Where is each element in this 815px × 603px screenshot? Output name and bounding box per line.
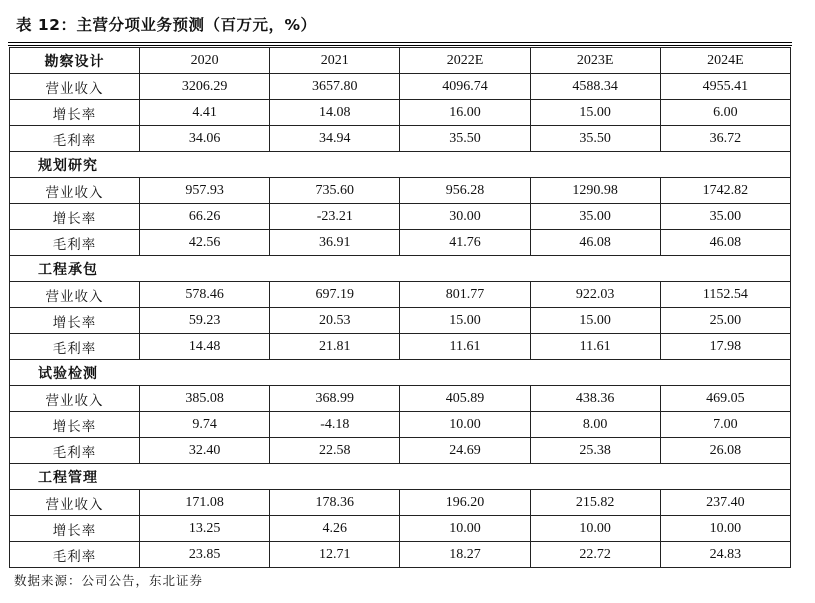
row-label: 毛利率 bbox=[10, 126, 140, 152]
table-cell: -23.21 bbox=[270, 204, 400, 230]
table-cell: 35.50 bbox=[530, 126, 660, 152]
table-cell: 35.50 bbox=[400, 126, 530, 152]
title-rule-secondary bbox=[8, 45, 792, 46]
header-row bbox=[10, 48, 791, 74]
table-cell: 4955.41 bbox=[660, 74, 790, 100]
table-cell: 6.00 bbox=[660, 100, 790, 126]
table-cell: 30.00 bbox=[400, 204, 530, 230]
table-cell: 11.61 bbox=[400, 334, 530, 360]
table-cell: 735.60 bbox=[270, 178, 400, 204]
table-cell: 14.48 bbox=[140, 334, 270, 360]
table-cell: 46.08 bbox=[660, 230, 790, 256]
table-cell: 178.36 bbox=[270, 490, 400, 516]
table-cell: 26.08 bbox=[660, 438, 790, 464]
table-row bbox=[10, 100, 791, 126]
table-row bbox=[10, 74, 791, 100]
header-year: 2021 bbox=[270, 48, 400, 74]
row-label: 营业收入 bbox=[10, 282, 140, 308]
table-cell: 10.00 bbox=[400, 516, 530, 542]
header-year: 2022E bbox=[400, 48, 530, 74]
table-row bbox=[10, 516, 791, 542]
header-year: 2024E bbox=[660, 48, 790, 74]
table-cell: 469.05 bbox=[660, 386, 790, 412]
table-cell: 957.93 bbox=[140, 178, 270, 204]
row-label: 营业收入 bbox=[10, 490, 140, 516]
table-cell: 697.19 bbox=[270, 282, 400, 308]
table-cell: 4096.74 bbox=[400, 74, 530, 100]
table-cell: 215.82 bbox=[530, 490, 660, 516]
table-cell: 438.36 bbox=[530, 386, 660, 412]
table-cell: 59.23 bbox=[140, 308, 270, 334]
table-row bbox=[10, 308, 791, 334]
table-cell: 24.69 bbox=[400, 438, 530, 464]
section-row bbox=[10, 152, 791, 178]
table-cell: 15.00 bbox=[400, 308, 530, 334]
section-title: 试验检测 bbox=[10, 360, 140, 386]
table-cell: 3206.29 bbox=[140, 74, 270, 100]
table-row bbox=[10, 178, 791, 204]
table-cell: 4.26 bbox=[270, 516, 400, 542]
table-cell: 22.58 bbox=[270, 438, 400, 464]
table-cell: 17.98 bbox=[660, 334, 790, 360]
table-cell: 14.08 bbox=[270, 100, 400, 126]
table-row bbox=[10, 412, 791, 438]
table-cell: 15.00 bbox=[530, 308, 660, 334]
header-year: 2023E bbox=[530, 48, 660, 74]
table-row bbox=[10, 126, 791, 152]
table-cell: 25.38 bbox=[530, 438, 660, 464]
section-spacer bbox=[140, 464, 791, 490]
row-label: 增长率 bbox=[10, 412, 140, 438]
table-cell: 1742.82 bbox=[660, 178, 790, 204]
table-row bbox=[10, 438, 791, 464]
section-row bbox=[10, 464, 791, 490]
row-label: 增长率 bbox=[10, 516, 140, 542]
table-cell: 10.00 bbox=[530, 516, 660, 542]
table-cell: 405.89 bbox=[400, 386, 530, 412]
table-row bbox=[10, 230, 791, 256]
table-row bbox=[10, 334, 791, 360]
table-cell: 35.00 bbox=[530, 204, 660, 230]
table-cell: 35.00 bbox=[660, 204, 790, 230]
table-cell: 36.72 bbox=[660, 126, 790, 152]
table-body bbox=[10, 74, 791, 568]
row-label: 营业收入 bbox=[10, 74, 140, 100]
table-cell: 11.61 bbox=[530, 334, 660, 360]
table-cell: 34.06 bbox=[140, 126, 270, 152]
table-cell: 36.91 bbox=[270, 230, 400, 256]
row-label: 营业收入 bbox=[10, 178, 140, 204]
section-row bbox=[10, 256, 791, 282]
table-cell: 922.03 bbox=[530, 282, 660, 308]
row-label: 毛利率 bbox=[10, 334, 140, 360]
table-cell: 7.00 bbox=[660, 412, 790, 438]
section-spacer bbox=[140, 152, 791, 178]
table-cell: 25.00 bbox=[660, 308, 790, 334]
section-spacer bbox=[140, 360, 791, 386]
forecast-table bbox=[9, 47, 791, 568]
table-cell: 578.46 bbox=[140, 282, 270, 308]
table-row bbox=[10, 490, 791, 516]
row-label: 增长率 bbox=[10, 308, 140, 334]
table-cell: 171.08 bbox=[140, 490, 270, 516]
title-rule bbox=[8, 42, 792, 43]
header-year: 2020 bbox=[140, 48, 270, 74]
table-cell: 23.85 bbox=[140, 542, 270, 568]
table-cell: 41.76 bbox=[400, 230, 530, 256]
row-label: 毛利率 bbox=[10, 230, 140, 256]
table-row bbox=[10, 386, 791, 412]
table-cell: 24.83 bbox=[660, 542, 790, 568]
table-cell: 237.40 bbox=[660, 490, 790, 516]
table-cell: 9.74 bbox=[140, 412, 270, 438]
table-cell: 1152.54 bbox=[660, 282, 790, 308]
table-cell: 8.00 bbox=[530, 412, 660, 438]
section-title: 工程承包 bbox=[10, 256, 140, 282]
table-cell: -4.18 bbox=[270, 412, 400, 438]
row-label: 毛利率 bbox=[10, 542, 140, 568]
row-label: 增长率 bbox=[10, 204, 140, 230]
header-corner: 勘察设计 bbox=[10, 48, 140, 74]
table-cell: 956.28 bbox=[400, 178, 530, 204]
table-cell: 4588.34 bbox=[530, 74, 660, 100]
table-cell: 32.40 bbox=[140, 438, 270, 464]
source-note: 数据来源：公司公告，东北证券 bbox=[14, 573, 204, 588]
table-cell: 20.53 bbox=[270, 308, 400, 334]
section-spacer bbox=[140, 256, 791, 282]
table-cell: 368.99 bbox=[270, 386, 400, 412]
table-row bbox=[10, 542, 791, 568]
table-cell: 42.56 bbox=[140, 230, 270, 256]
table-cell: 10.00 bbox=[660, 516, 790, 542]
table-cell: 4.41 bbox=[140, 100, 270, 126]
table-title: 表 12：主营分项业务预测（百万元，%） bbox=[16, 16, 317, 34]
table-cell: 66.26 bbox=[140, 204, 270, 230]
table-cell: 385.08 bbox=[140, 386, 270, 412]
section-row bbox=[10, 360, 791, 386]
table-cell: 16.00 bbox=[400, 100, 530, 126]
table-cell: 1290.98 bbox=[530, 178, 660, 204]
table-cell: 18.27 bbox=[400, 542, 530, 568]
table-cell: 15.00 bbox=[530, 100, 660, 126]
section-title: 规划研究 bbox=[10, 152, 140, 178]
row-label: 毛利率 bbox=[10, 438, 140, 464]
table-row bbox=[10, 204, 791, 230]
table-cell: 46.08 bbox=[530, 230, 660, 256]
table-cell: 3657.80 bbox=[270, 74, 400, 100]
row-label: 增长率 bbox=[10, 100, 140, 126]
table-cell: 34.94 bbox=[270, 126, 400, 152]
table-cell: 10.00 bbox=[400, 412, 530, 438]
table-cell: 21.81 bbox=[270, 334, 400, 360]
row-label: 营业收入 bbox=[10, 386, 140, 412]
table-cell: 196.20 bbox=[400, 490, 530, 516]
table-cell: 12.71 bbox=[270, 542, 400, 568]
section-title: 工程管理 bbox=[10, 464, 140, 490]
table-cell: 13.25 bbox=[140, 516, 270, 542]
table-row bbox=[10, 282, 791, 308]
table-cell: 22.72 bbox=[530, 542, 660, 568]
table-cell: 801.77 bbox=[400, 282, 530, 308]
